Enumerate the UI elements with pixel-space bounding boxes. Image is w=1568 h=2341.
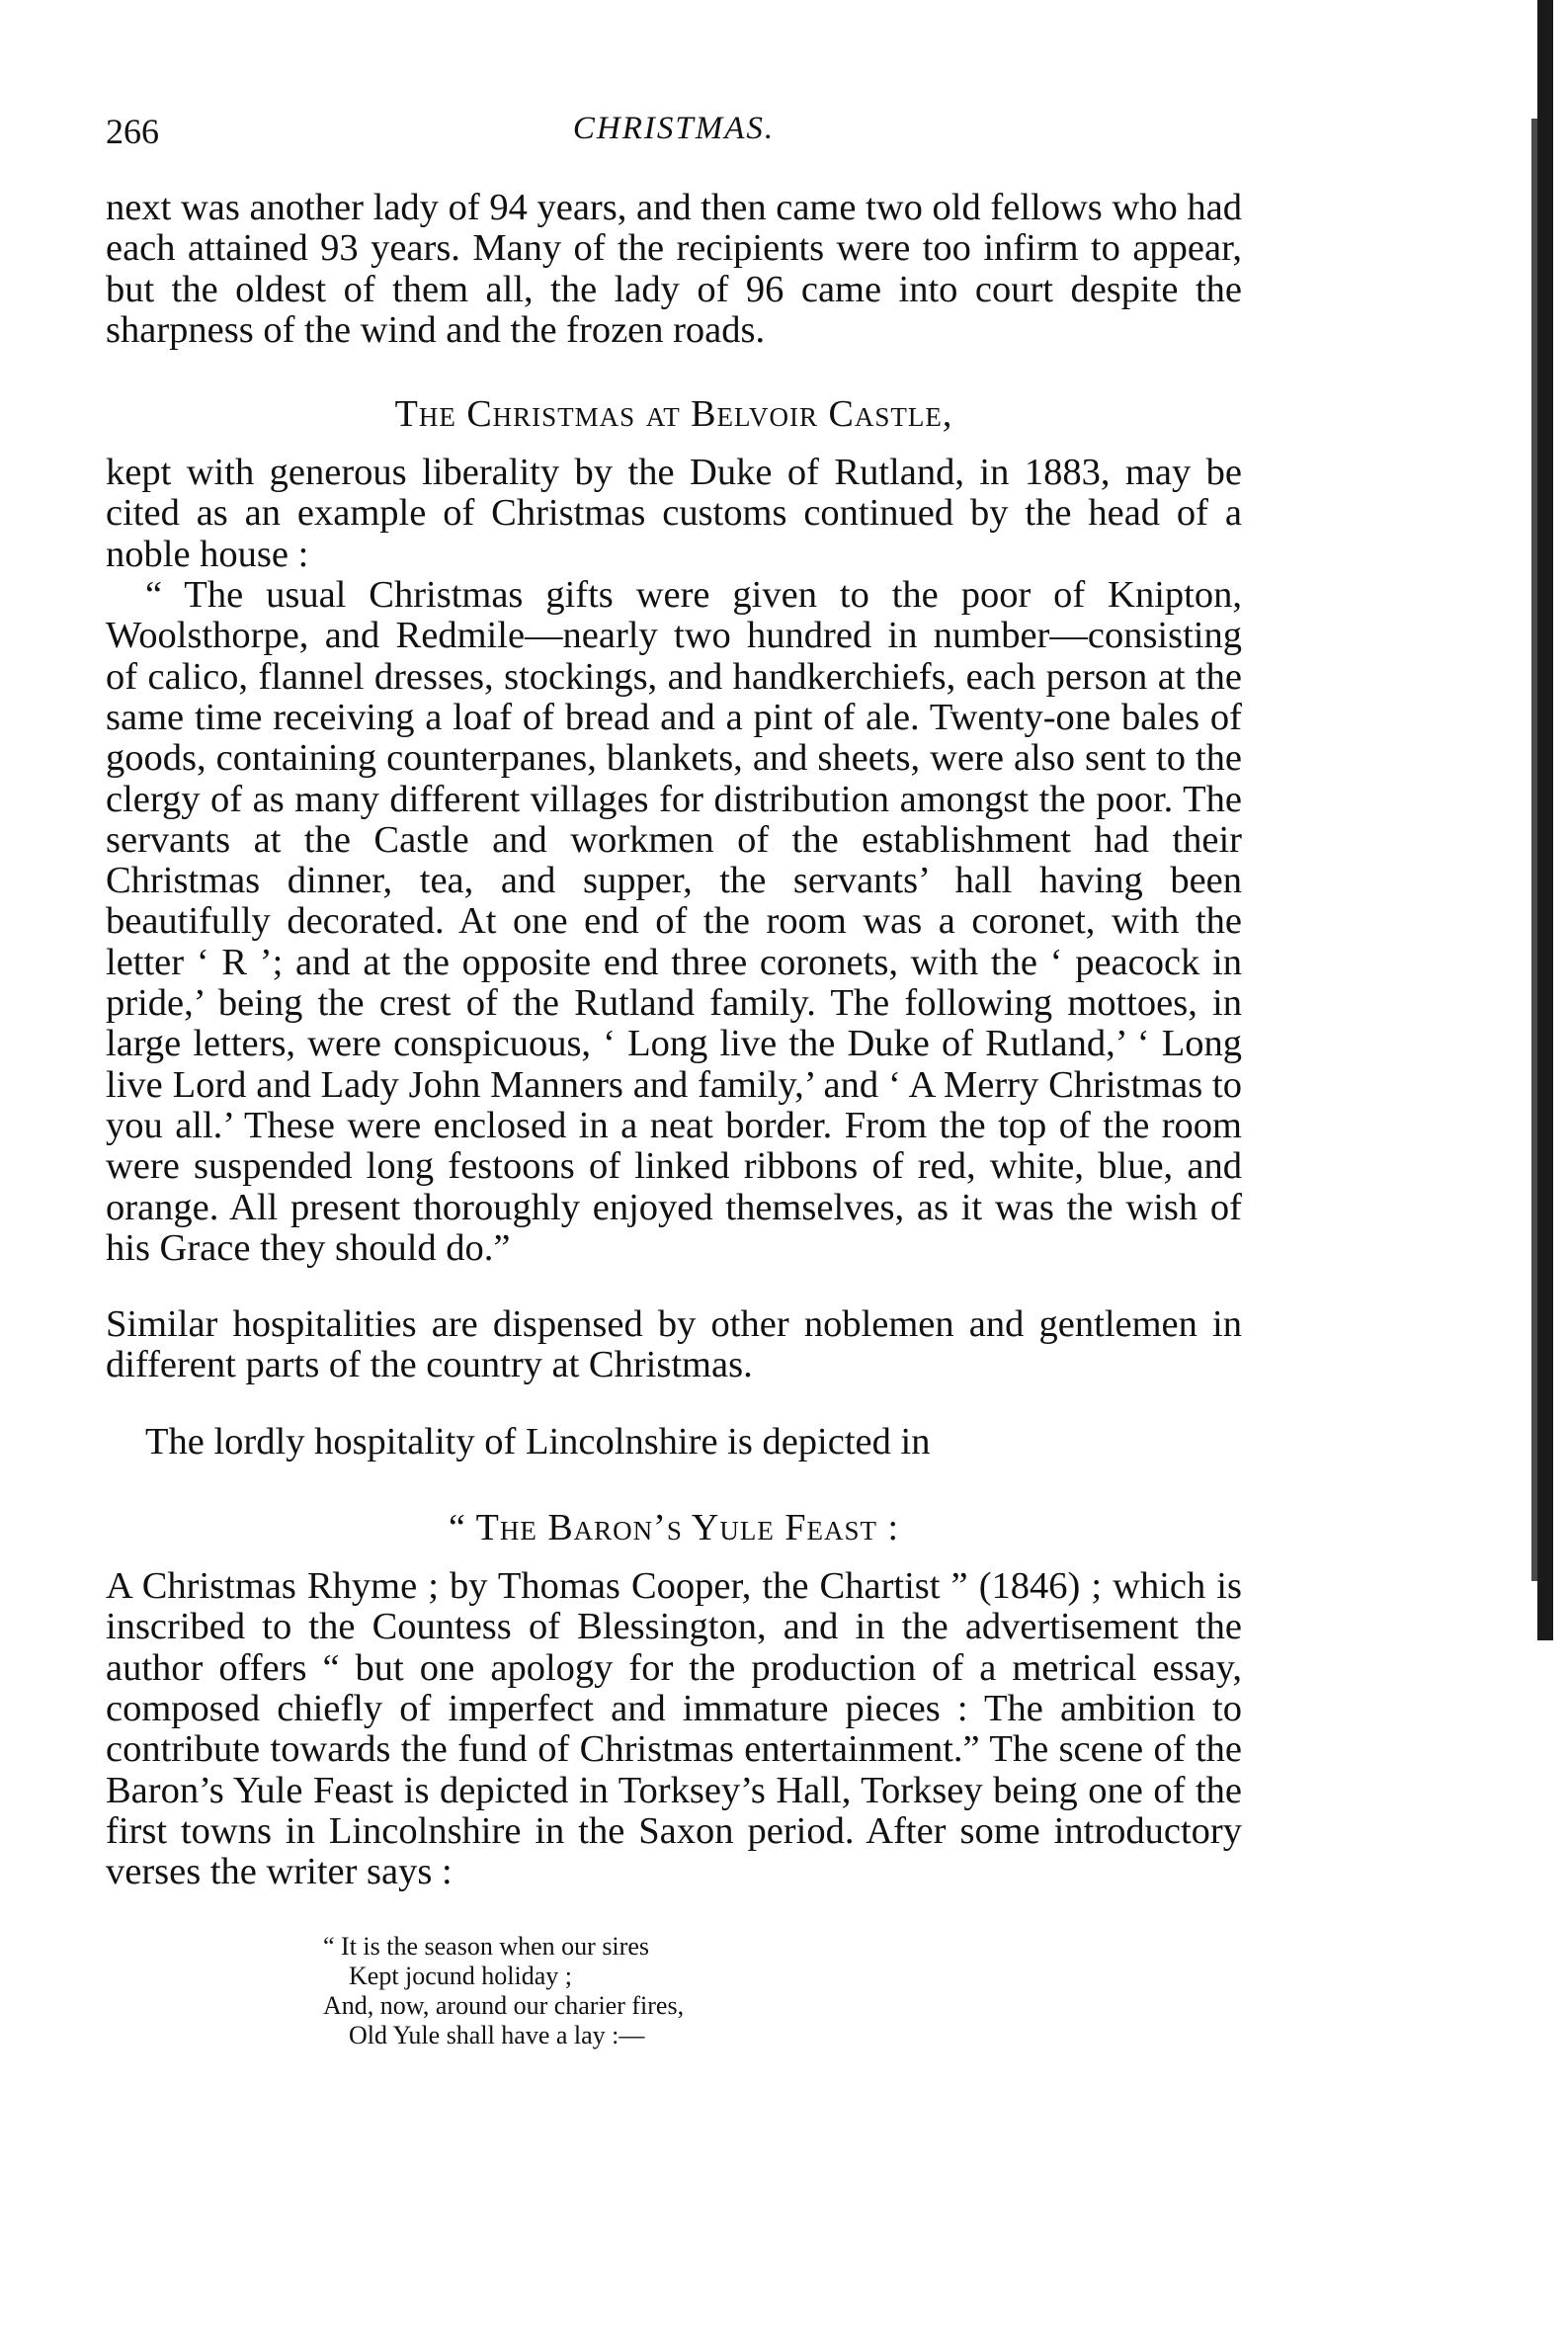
- verse-line: Old Yule shall have a lay :—: [349, 2021, 645, 2050]
- binding-edge-inner: [1531, 119, 1537, 1581]
- paragraph-christmas-rhyme: A Christmas Rhyme ; by Thomas Cooper, the Chartist ” (1846) ; which is inscribed to the Countess of Blessington, and in the advertisement the author offers “ but one apology for the production of a metrical essay, composed chiefly of imperfect and immature pieces : The ambition to contribute towards the fund of Christmas entertainment.” The scene of the Baron’s Yule Feast is depicted in Torksey’s Hall, Torksey being one of the first towns in Lincolnshire in the Saxon period. After some introductory verses the writer says :: [106, 1565, 1242, 1893]
- running-title: CHRISTMAS.: [572, 111, 776, 146]
- verse-block: [106, 1932, 1242, 2050]
- section-heading-barons-yule-feast: “ The Baron’s Yule Feast :: [448, 1507, 900, 1549]
- paragraph-opening: next was another lady of 94 years, and then came two old fellows who had each attained 93 years. Many of the recipients were too infirm to appear, but the oldest of them all, the lady of 96 came into court despite the sharpness of the wind and the frozen roads.: [106, 187, 1242, 351]
- paragraph-lincolnshire: The lordly hospitality of Lincolnshire is depicted in: [145, 1420, 931, 1463]
- page-header: [106, 111, 1242, 160]
- verse-line: And, now, around our charier fires,: [323, 1991, 685, 2021]
- page-edge-shadow: [1531, 0, 1568, 2341]
- verse-line: “ It is the season when our sires: [323, 1932, 649, 1962]
- paragraph-belvoir-intro: kept with generous liberality by the Duke of Rutland, in 1883, may be cited as an example of Christmas customs continued by the head of a noble house :: [106, 452, 1242, 575]
- verse-line: Kept jocund holiday ;: [349, 1962, 573, 1991]
- page-number: 266: [106, 112, 159, 151]
- binding-edge: [1537, 0, 1553, 1640]
- section-heading-belvoir: The Christmas at Belvoir Castle,: [394, 393, 953, 436]
- paragraph-similar-hospitalities: Similar hospitalities are dispensed by other noblemen and gentlemen in different parts of the country at Christmas.: [106, 1303, 1242, 1386]
- body-text: [106, 188, 1242, 2050]
- paragraph-belvoir-quote: “ The usual Christmas gifts were given to the poor of Knipton, Woolsthorpe, and Redmile—nearly two hundred in number—consisting of calico, flannel dresses, stockings, and handkerchiefs, each person at the same time receiving a loaf of bread and a pint of ale. Twenty-one bales of goods, containing counterpanes, blankets, and sheets, were also sent to the clergy of as many different villages for distribution amongst the poor. The servants at the Castle and workmen of the establishment had their Christmas dinner, tea, and supper, the servants’ hall having been beautifully decorated. At one end of the room was a coronet, with the letter ‘ R ’; and at the opposite end three coronets, with the ‘ peacock in pride,’ being the crest of the Rutland family. The following mottoes, in large letters, were conspicuous, ‘ Long live the Duke of Rutland,’ ‘ Long live Lord and Lady John Manners and family,’ and ‘ A Merry Christmas to you all.’ These were enclosed in a neat border. From the top of the room were suspended long festoons of linked ribbons of red, white, blue, and orange. All present thoroughly enjoyed themselves, as it was the wish of his Grace they should do.”: [106, 574, 1242, 1269]
